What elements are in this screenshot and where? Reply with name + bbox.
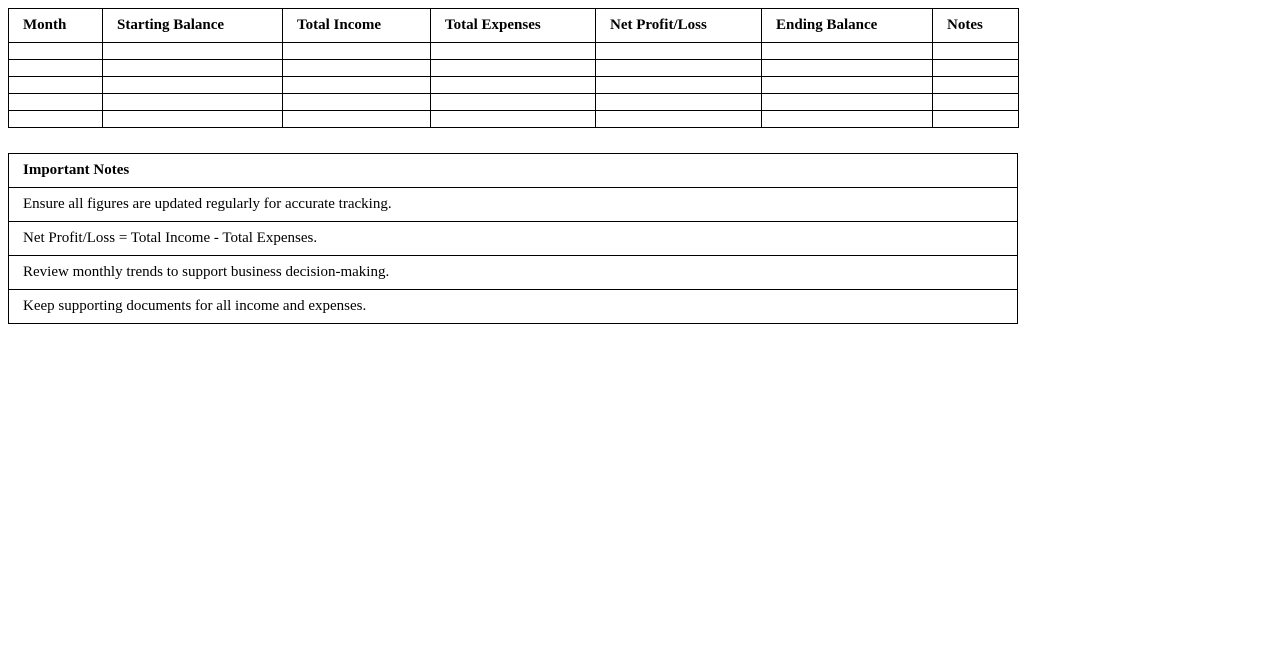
list-item [9, 256, 1018, 290]
note-text: Ensure all figures are updated regularly for accurate tracking. [9, 188, 1018, 222]
important-notes-table [8, 153, 1018, 324]
column-header-total-income: Total Income [283, 9, 431, 43]
column-header-net-profit-loss: Net Profit/Loss [596, 9, 762, 43]
table-row [9, 77, 1019, 94]
column-header-ending-balance: Ending Balance [762, 9, 933, 43]
table-cell[interactable] [9, 43, 103, 60]
table-cell[interactable] [762, 111, 933, 128]
note-text: Keep supporting documents for all income and expenses. [9, 290, 1018, 324]
table-cell[interactable] [431, 43, 596, 60]
table-row [9, 43, 1019, 60]
list-item [9, 222, 1018, 256]
table-cell[interactable] [283, 94, 431, 111]
notes-title: Important Notes [9, 154, 1018, 188]
table-cell[interactable] [103, 60, 283, 77]
table-cell[interactable] [9, 77, 103, 94]
table-cell[interactable] [103, 111, 283, 128]
table-cell[interactable] [933, 94, 1019, 111]
table-cell[interactable] [431, 94, 596, 111]
table-cell[interactable] [933, 111, 1019, 128]
column-header-starting-balance: Starting Balance [103, 9, 283, 43]
table-cell[interactable] [283, 77, 431, 94]
table-cell[interactable] [431, 60, 596, 77]
table-cell[interactable] [283, 43, 431, 60]
table-cell[interactable] [431, 111, 596, 128]
table-cell[interactable] [596, 60, 762, 77]
table-cell[interactable] [9, 60, 103, 77]
table-cell[interactable] [103, 43, 283, 60]
table-header-row [9, 9, 1019, 43]
table-cell[interactable] [9, 94, 103, 111]
column-header-total-expenses: Total Expenses [431, 9, 596, 43]
table-cell[interactable] [9, 111, 103, 128]
table-cell[interactable] [596, 94, 762, 111]
table-cell[interactable] [596, 77, 762, 94]
table-cell[interactable] [933, 77, 1019, 94]
table-cell[interactable] [431, 77, 596, 94]
table-row [9, 94, 1019, 111]
table-cell[interactable] [762, 77, 933, 94]
column-header-notes: Notes [933, 9, 1019, 43]
table-row [9, 60, 1019, 77]
table-row [9, 111, 1019, 128]
list-item [9, 290, 1018, 324]
table-cell[interactable] [596, 111, 762, 128]
column-header-month: Month [9, 9, 103, 43]
note-text: Review monthly trends to support business decision-making. [9, 256, 1018, 290]
table-cell[interactable] [762, 94, 933, 111]
note-text: Net Profit/Loss = Total Income - Total Expenses. [9, 222, 1018, 256]
monthly-ledger-table [8, 8, 1019, 128]
table-cell[interactable] [933, 60, 1019, 77]
notes-title-row [9, 154, 1018, 188]
table-cell[interactable] [762, 43, 933, 60]
table-cell[interactable] [103, 94, 283, 111]
table-cell[interactable] [596, 43, 762, 60]
table-cell[interactable] [283, 111, 431, 128]
table-cell[interactable] [283, 60, 431, 77]
table-cell[interactable] [762, 60, 933, 77]
table-cell[interactable] [103, 77, 283, 94]
table-cell[interactable] [933, 43, 1019, 60]
list-item [9, 188, 1018, 222]
